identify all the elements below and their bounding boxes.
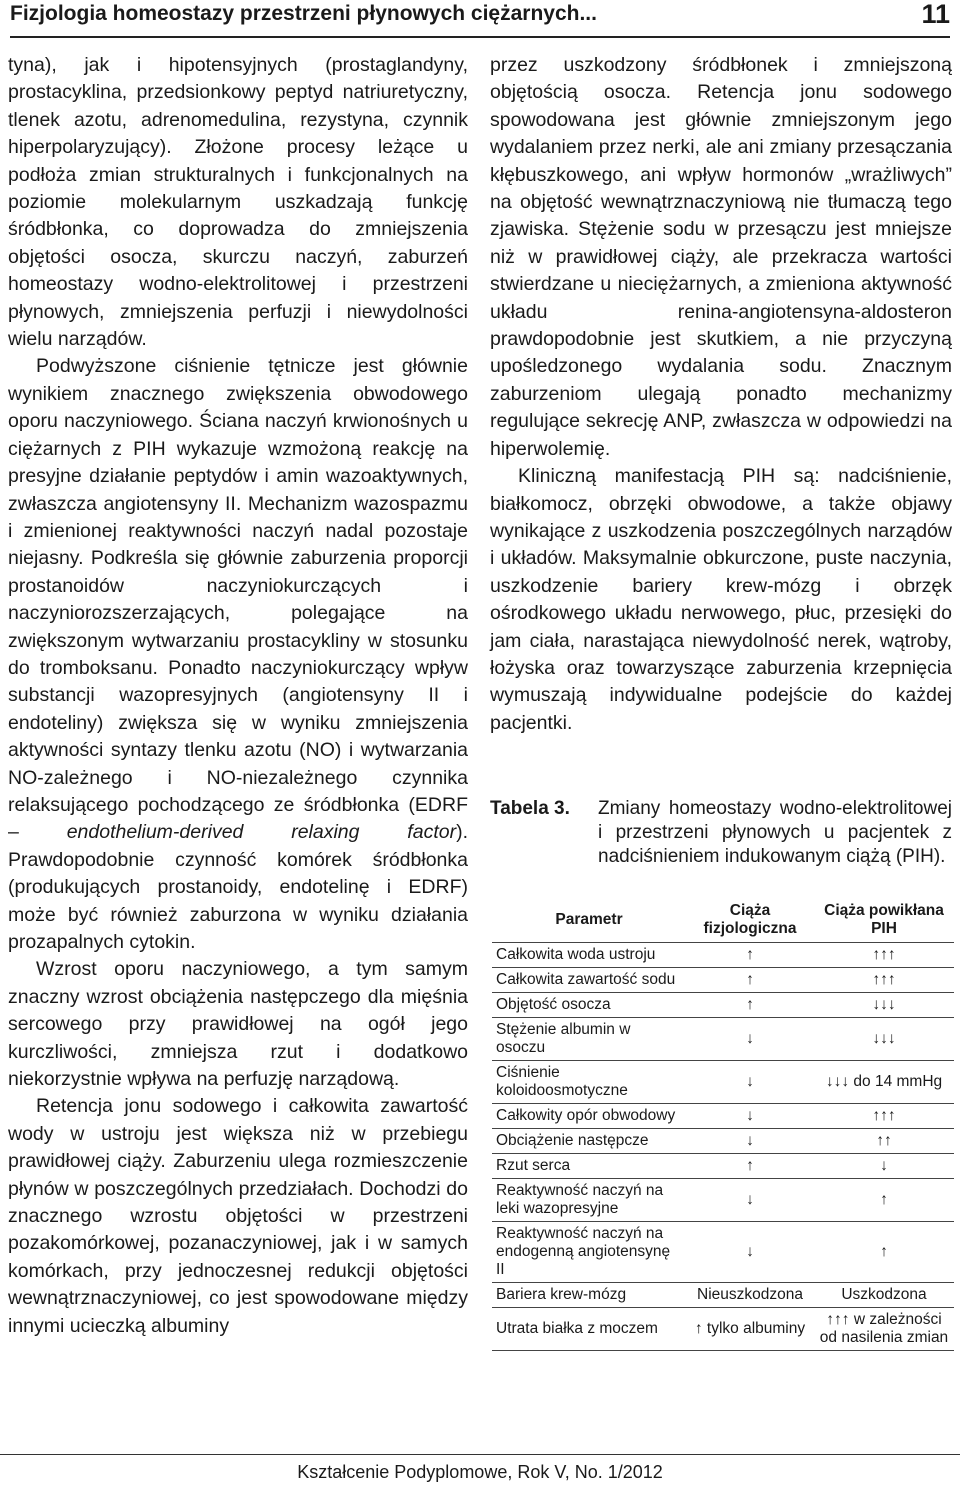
cell-pih: ↑↑↑: [814, 968, 954, 993]
table-row: [492, 1283, 954, 1308]
left-paragraph-2: [8, 353, 468, 956]
cell-physiological: ↓: [686, 1018, 814, 1061]
page-number: 11: [921, 0, 950, 29]
table-caption-label: Tabela 3.: [490, 798, 570, 819]
cell-parameter: Obciążenie następcze: [492, 1129, 686, 1154]
table-row: [492, 1104, 954, 1129]
page-header: [10, 0, 950, 38]
table-row: [492, 1179, 954, 1222]
cell-parameter: Rzut serca: [492, 1154, 686, 1179]
left-paragraph-2-end: ). Prawdopodobnie czynność komórek śródbłonka (produkujących prostanoidy, endotelinę i EDRF) może być również zaburzona w wyniku działania prozapalnych cytokin.: [8, 821, 468, 953]
cell-parameter: Stężenie albumin w osoczu: [492, 1018, 686, 1061]
cell-physiological: ↓: [686, 1179, 814, 1222]
header-ciaza-fizjologiczna: Ciąża fizjologiczna: [686, 898, 814, 943]
footer-citation: Kształcenie Podyplomowe, Rok V, No. 1/2012: [297, 1462, 663, 1482]
cell-parameter: Reaktywność naczyń na leki wazopresyjne: [492, 1179, 686, 1222]
cell-parameter: Utrata białka z moczem: [492, 1308, 686, 1351]
right-paragraph-1: przez uszkodzony śródbłonek i zmniejszoną objętością osocza. Retencja jonu sodowego spowodowana jest głównie zmniejszonym jego wydalaniem przez nerki, ale ani zmiany przesączania kłębuszkowego, ani wpływ hormonów „wrażliwych” na objętość wewnątrznaczyniową nie tłumaczą tego zjawiska. Stężenie sodu w przesączu jest mniejsze niż w prawidłowej ciąży, ale przekracza wartości stwierdzane u nieciężarnych, a zmieniona aktywność układu renina-angiotensyna-aldosteron prawdopodobnie jest skutkiem, a nie przyczyną upośledzonego wydalania sodu. Znacznym zaburzeniom ulegają ponadto mechanizmy regulujące sekrecję ANP, zwłaszcza w odpowiedzi na hiperwolemię.: [490, 54, 952, 460]
right-column: [490, 52, 952, 737]
table-caption-text: Zmiany homeostazy wodno-elektrolitowej i przestrzeni płynowych u pacjentek z nadciśnieniem indukowanym ciążą (PIH).: [598, 798, 952, 867]
cell-parameter: Całkowity opór obwodowy: [492, 1104, 686, 1129]
header-parametr: Parametr: [492, 898, 686, 943]
cell-parameter: Objętość osocza: [492, 993, 686, 1018]
cell-pih: ↑: [814, 1179, 954, 1222]
left-column: [8, 52, 468, 1340]
cell-physiological: ↑: [686, 993, 814, 1018]
cell-pih: ↑↑↑: [814, 943, 954, 968]
left-paragraph-1: tyna), jak i hipotensyjnych (prostaglandyny, prostacyklina, przedsionkowy peptyd natriuretyczny, tlenek azotu, adrenomedulina, rezystyna, czynnik hiperpolaryzujący). Złożone procesy leżące u podłoża zmian strukturalnych i funkcjonalnych na poziomie molekularnym uszkadzają funkcję śródbłonka, co doprowadza do zmniejszenia objętości osocza, skurczu naczyń, zaburzeń homeostazy wodno-elektrolitowej i przestrzeni płynowych, zmniejszenia perfuzji i niewydolności wielu narządów.: [8, 54, 468, 351]
running-title: Fizjologia homeostazy przestrzeni płynowych ciężarnych...: [10, 2, 597, 25]
footer-divider: [0, 1454, 960, 1455]
cell-parameter: Całkowita woda ustroju: [492, 943, 686, 968]
cell-physiological: ↓: [686, 1222, 814, 1283]
cell-physiological: ↑: [686, 1154, 814, 1179]
table-row: [492, 1222, 954, 1283]
table-row: [492, 968, 954, 993]
right-paragraph-2: Kliniczną manifestacją PIH są: nadciśnienie, białkomocz, obrzęki obwodowe, a także objawy wynikające z uszkodzenia poszczególnych narządów i układów. Maksymalnie obkurczone, puste naczynia, uszkodzenie bariery krew-mózg i obrzęk ośrodkowego układu nerwowego, płuc, przesięki do jam ciała, narastająca niewydolność nerek, wątroby, łożyska oraz towarzyszące zaburzenia krzepnięcia wymuszają indywidualne podejście do każdej pacjentki.: [490, 465, 952, 734]
table-row: [492, 1018, 954, 1061]
left-paragraph-3: Wzrost oporu naczyniowego, a tym samym znaczny wzrost obciążenia następczego dla mięśnia sercowego przy prawidłowej na ogół jego kurczliwości, zmniejsza rzut i dodatkowo niekorzystnie wpływa na perfuzję narządową.: [8, 958, 468, 1091]
edrf-italic-term: endothelium-derived relaxing factor: [66, 821, 457, 844]
cell-physiological: Nieuszkodzona: [686, 1283, 814, 1308]
cell-parameter: Bariera krew-mózg: [492, 1283, 686, 1308]
cell-physiological: ↓: [686, 1104, 814, 1129]
cell-pih: ↓↓↓: [814, 993, 954, 1018]
cell-parameter: Reaktywność naczyń na endogenną angiotensynę II: [492, 1222, 686, 1283]
header-ciaza-pih: Ciąża powikłana PIH: [814, 898, 954, 943]
cell-pih: ↑↑↑ w zależności od nasilenia zmian: [814, 1308, 954, 1351]
cell-pih: ↓↓↓ do 14 mmHg: [814, 1061, 954, 1104]
left-paragraph-2-text: Podwyższone ciśnienie tętnicze jest głównie wynikiem znacznego zwiększenia obwodowego oporu naczyniowego. Ściana naczyń krwionośnych u ciężarnych z PIH wykazuje wzmożoną reakcję na presyjne działanie peptydów i amin wazoaktywnych, zwłaszcza angiotensyny II. Mechanizm wazospazmu i zmienionej reaktywności naczyń nadal pozostaje niejasny. Podkreśla się głównie zaburzenia proporcji prostanoidów naczyniokurczących i naczyniorozszerzających, polegające na zwiększonym wytwarzaniu prostacykliny w stosunku do tromboksanu. Ponadto naczyniokurczący wpływ substancji wazopresyjnych (angiotensyny II i endoteliny) zwiększa się w wyniku zmniejszenia aktywności syntazy tlenku azotu (NO) i wytwarzania NO-zależnego i NO-niezależnego czynnika relaksującego pochodzącego ze śródbłonka (EDRF –: [8, 355, 468, 844]
cell-physiological: ↑: [686, 968, 814, 993]
cell-pih: ↑: [814, 1222, 954, 1283]
cell-physiological: ↑: [686, 943, 814, 968]
cell-physiological: ↓: [686, 1061, 814, 1104]
cell-pih: ↓↓↓: [814, 1018, 954, 1061]
cell-parameter: Całkowita zawartość sodu: [492, 968, 686, 993]
table-row: [492, 943, 954, 968]
cell-pih: ↓: [814, 1154, 954, 1179]
table-row: [492, 1308, 954, 1351]
cell-parameter: Ciśnienie koloidoosmotyczne: [492, 1061, 686, 1104]
left-paragraph-4: Retencja jonu sodowego i całkowita zawartość wody w ustroju jest większa niż w przebiegu prawidłowej ciąży. Zaburzeniu ulega rozmieszczenie płynów w poszczególnych przedziałach. Dochodzi do znacznego wzrostu objętości w przestrzeni pozakomórkowej, pozanaczyniowej, jak i w samych komórkach, przy jednoczesnej redukcji objętości wewnątrznaczyniowej, co jest spowodowane między innymi ucieczką albuminy: [8, 1095, 468, 1337]
table-row: [492, 1129, 954, 1154]
cell-pih: ↑↑: [814, 1129, 954, 1154]
cell-physiological: ↓: [686, 1129, 814, 1154]
table-row: [492, 993, 954, 1018]
table-row: [492, 1061, 954, 1104]
table-row: [492, 1154, 954, 1179]
cell-physiological: ↑ tylko albuminy: [686, 1308, 814, 1351]
table-header-row: [492, 898, 954, 943]
cell-pih: ↑↑↑: [814, 1104, 954, 1129]
homeostasis-table: [492, 898, 954, 1351]
cell-pih: Uszkodzona: [814, 1283, 954, 1308]
